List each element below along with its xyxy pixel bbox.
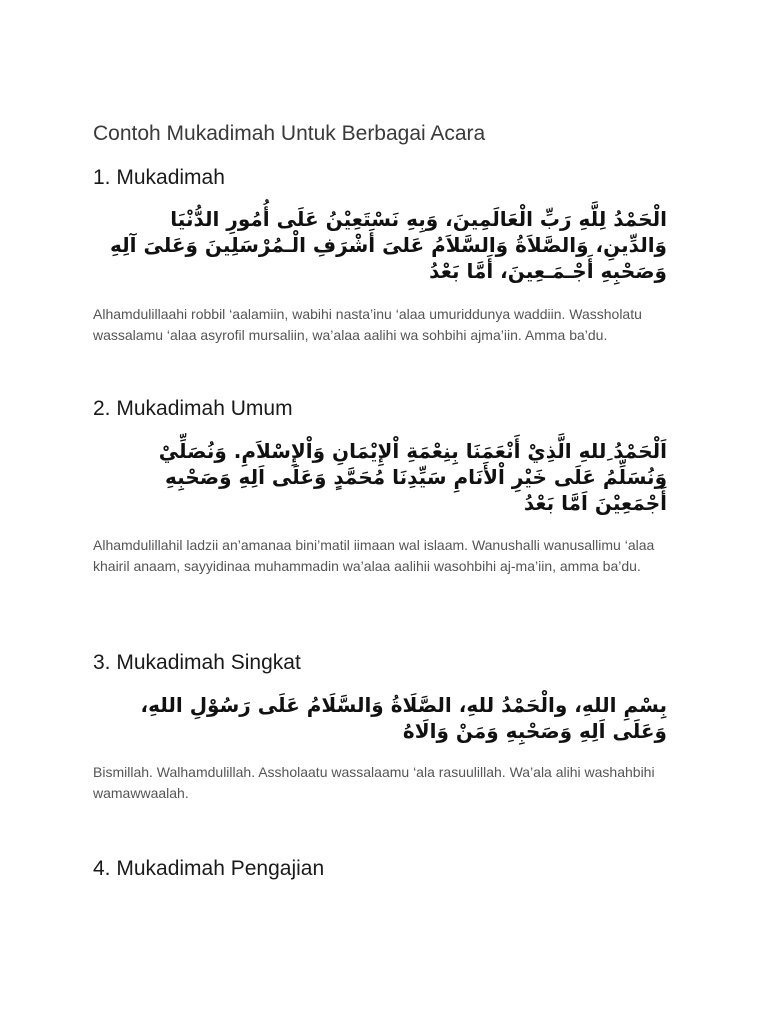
section-latin-2: Alhamdulillahil ladzii an’amanaa bini’matil iimaan wal islaam. Wanushalli wanusallimu ‘alaa khairil anaam, sayyidinaa muhammadin wa’alaa aalihii wasohbihi aj-ma’iin, amma ba’du. — [93, 537, 655, 574]
section-heading-2: 2. Mukadimah Umum — [93, 397, 293, 420]
section-latin-1: Alhamdulillaahi robbil ‘aalamiin, wabihi nasta’inu ‘alaa umuriddunya waddiin. Wassholatu wassalamu ‘alaa asyrofil mursaliin, wa’alaa aalihi wa sohbihi ajma’iin. Amma ba’du. — [93, 306, 642, 343]
section-heading-1: 1. Mukadimah — [93, 166, 225, 189]
section-heading-4: 4. Mukadimah Pengajian — [93, 857, 325, 880]
section-arabic-1: الْحَمْدُ لِلَّهِ رَبِّ الْعَالَمِينَ، وَبِهِ نَسْتَعِيْنُ عَلَى أُمُورِ الدُّنْيَا وَالدِّينِ، وَالصَّلاَةُ وَالسَّلاَمُ عَلىَ أَشْرَفِ الْـمُرْسَلِينَ وَعَلىَ آلِهِ وَصَحْبِهِ أَجْـمَـعِينَ، أَمَّا بَعْدُ — [110, 207, 667, 283]
section-heading-3: 3. Mukadimah Singkat — [93, 651, 301, 674]
section-latin-3: Bismillah. Walhamdulillah. Assholaatu wassalaamu ‘ala rasuulillah. Wa’ala alihi washahbihi wamawwaalah. — [93, 764, 655, 801]
section-arabic-2: اَلْحَمْدُ ِللهِ الَّذِيْ أَنْعَمَنَا بِنِعْمَةِ اْلإِيْمَانِ وَاْلإِسْلاَمِ. وَنُصَلِّيْ وَنُسَلِّمُ عَلَى خَيْرِ اْلأَنَامِ سَيِّدِنَا مُحَمَّدٍ وَعَلَى اَلِهِ وَصَحْبِهِ أَجْمَعِيْنَ اَمَّا بَعْدُ — [158, 439, 667, 515]
page-title: Contoh Mukadimah Untuk Berbagai Acara — [93, 122, 486, 145]
section-arabic-3: بِسْمِ اللهِ، والْحَمْدُ للهِ، الصَّلَاةُ وَالسَّلَامُ عَلَى رَسُوْلِ اللهِ، وَعَلَى اَلِهِ وَصَحْبِهِ وَمَنْ وَالَاهُ — [140, 693, 667, 743]
